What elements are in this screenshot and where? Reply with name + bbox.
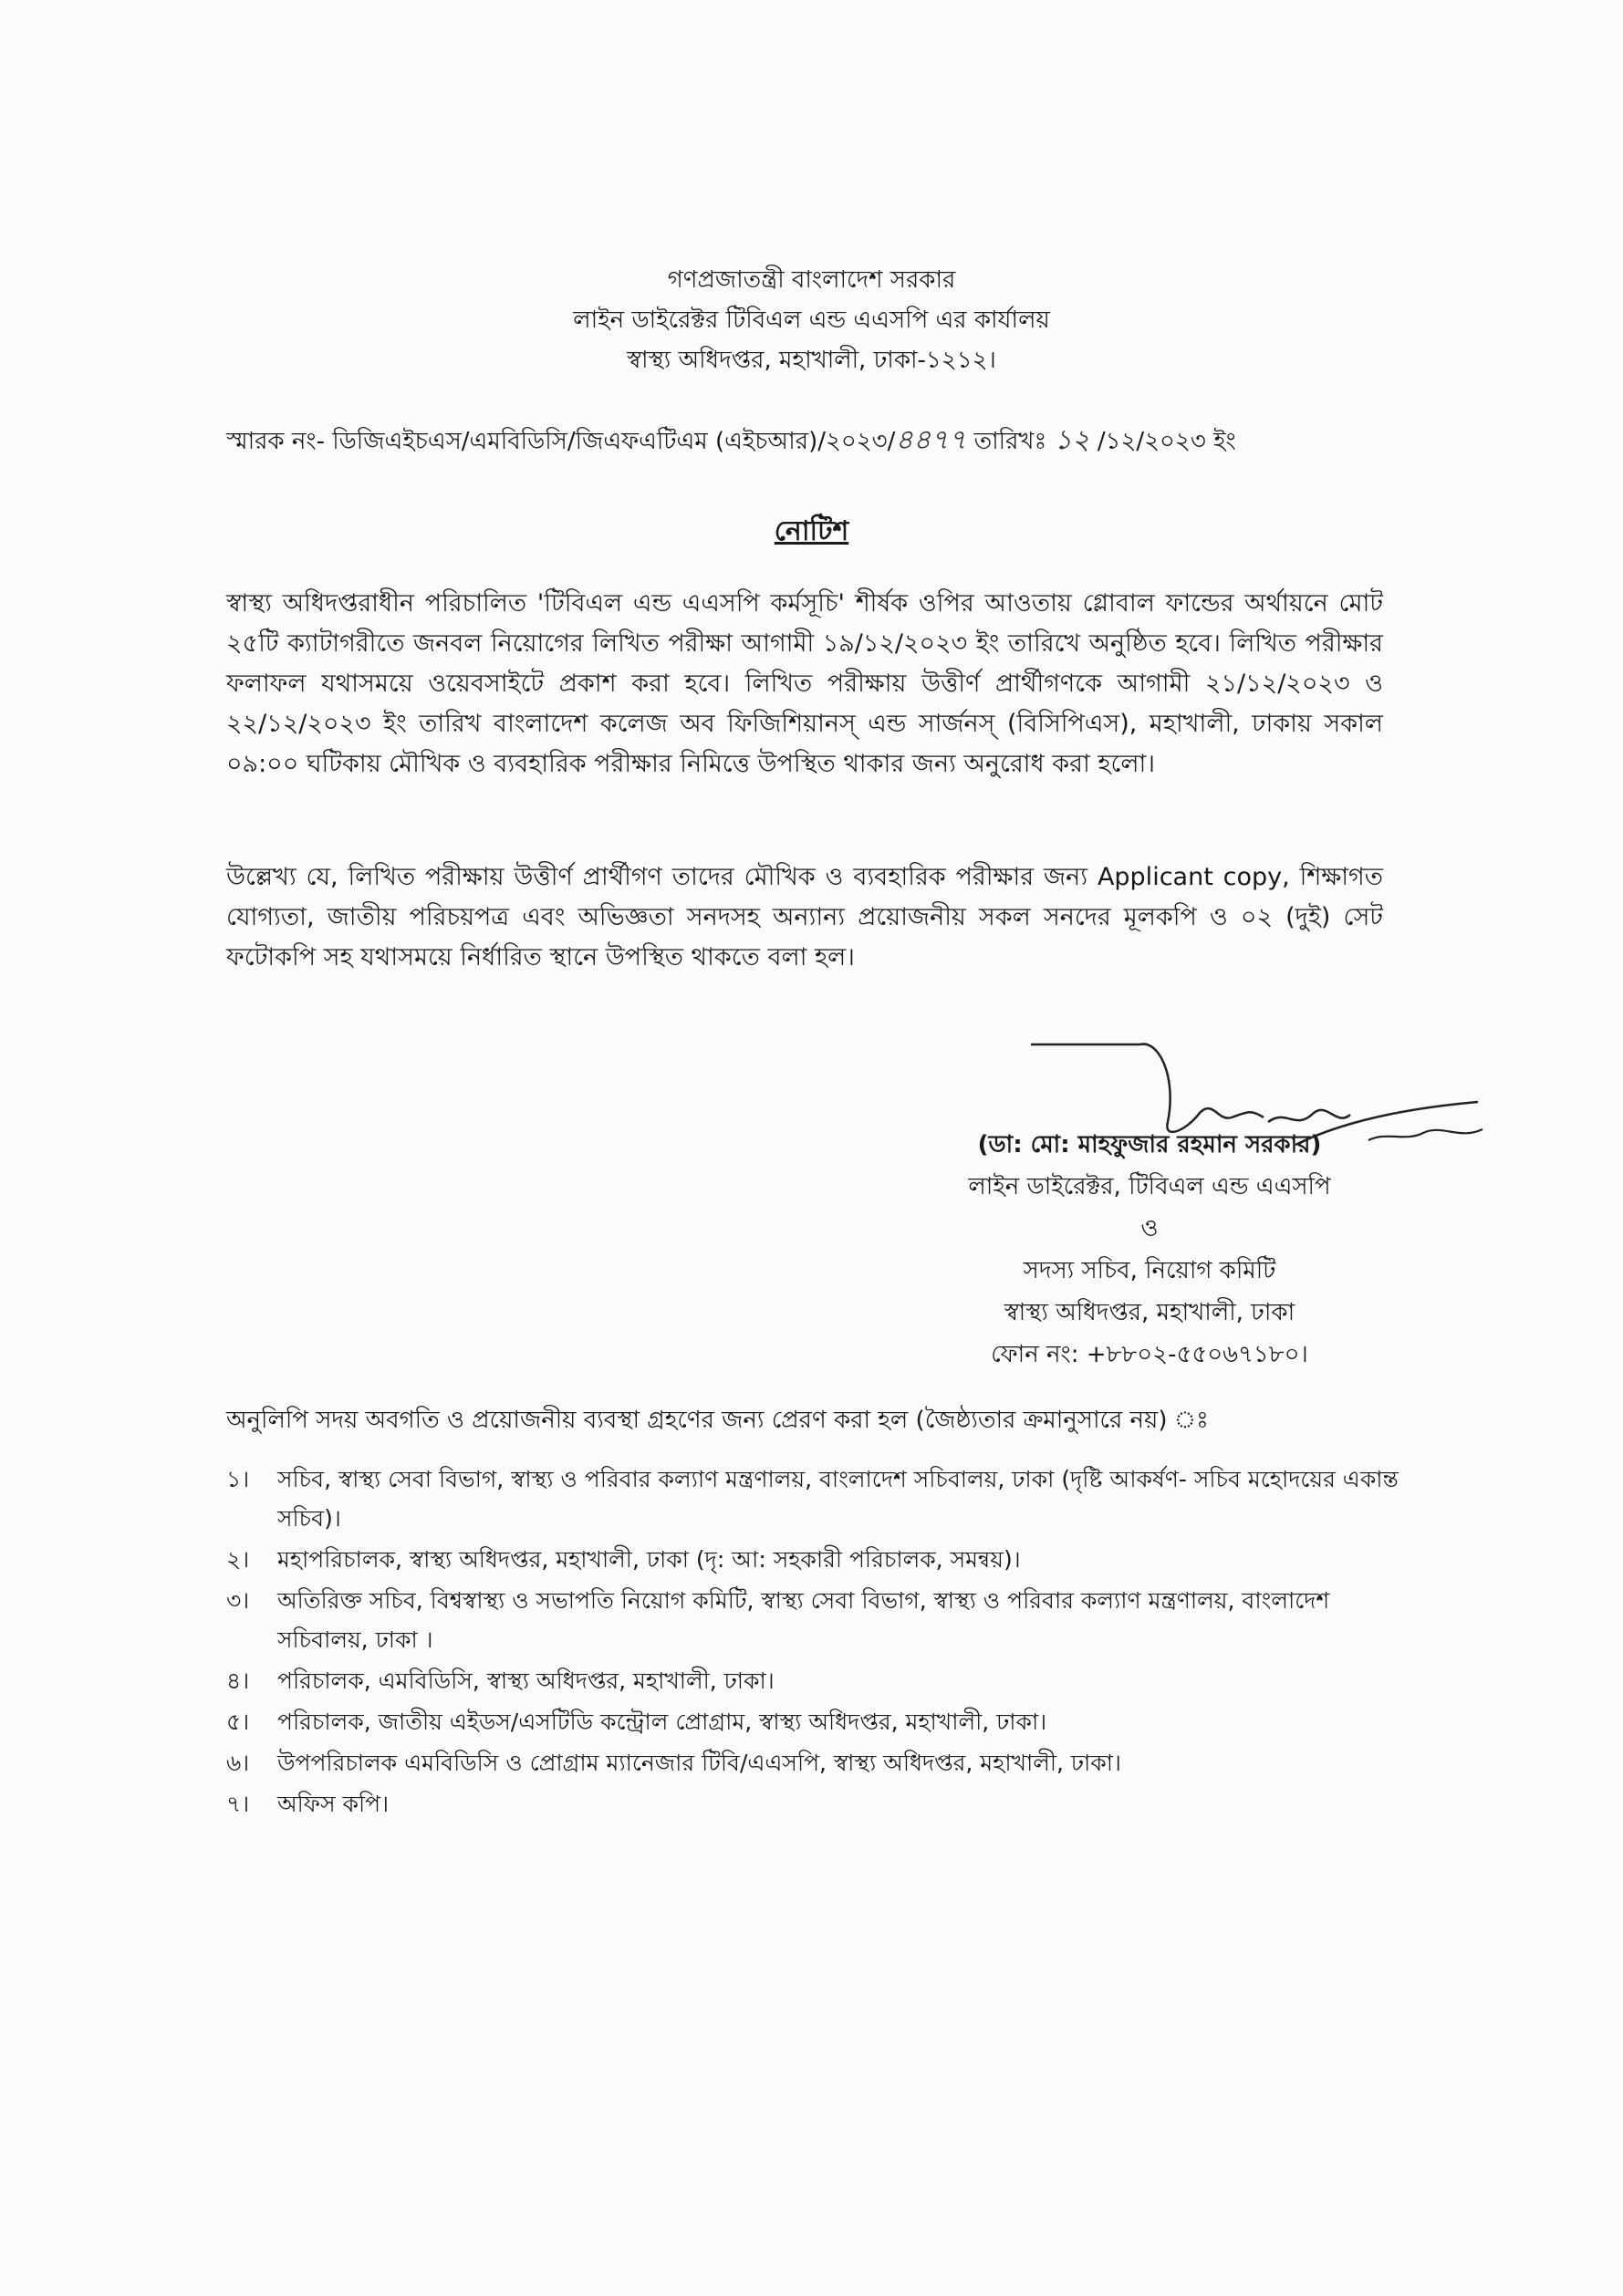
list-item	[226, 1661, 1412, 1700]
list-item-text: অফিস কপি।	[277, 1791, 390, 1817]
list-item	[226, 1702, 1412, 1741]
signatory-office: স্বাস্থ্য অধিদপ্তর, মহাখালী, ঢাকা	[1004, 1299, 1295, 1326]
date-rest: /১২/২০২৩ ইং	[1097, 428, 1236, 455]
date-label: তারিখঃ	[973, 428, 1047, 455]
list-item	[226, 1460, 1412, 1538]
list-item-text: উপপরিচালক এমবিডিসি ও প্রোগ্রাম ম্যানেজার টিবি/এএসপি, স্বাস্থ্য অধিদপ্তর, মহাখালী, ঢাকা।	[277, 1750, 1121, 1776]
list-item-number: ৬।	[226, 1750, 250, 1776]
memo-number: ৪৪৭৭	[895, 424, 967, 456]
signatory-phone: ফোন নং: +৮৮০২-৫৫০৬৭১৮০।	[991, 1341, 1308, 1368]
letterhead-office: লাইন ডাইরেক্টর টিবিএল এন্ড এএসপি এর কার্যালয়	[573, 306, 1050, 334]
copies-list	[226, 1460, 1412, 1825]
date-day: ১২	[1054, 424, 1090, 456]
signatory-name: (ডা: মো: মাহফুজার রহমান সরকার)	[977, 1131, 1322, 1158]
list-item-number: ৪।	[226, 1667, 250, 1694]
list-item	[226, 1540, 1412, 1579]
notice-title: নোটিশ	[774, 515, 849, 547]
memo-prefix: স্মারক নং- ডিজিএইচএস/এমবিডিসি/জিএফএটিএম (এইচআর)/২০২৩/	[226, 428, 896, 455]
list-item	[226, 1581, 1412, 1659]
signatory-title: লাইন ডাইরেক্টর, টিবিএল এন্ড এএসপি	[968, 1173, 1331, 1200]
list-item-text: মহাপরিচালক, স্বাস্থ্য অধিদপ্তর, মহাখালী, ঢাকা (দৃ: আ: সহকারী পরিচালক, সমন্বয়)।	[277, 1546, 1021, 1573]
signature-block	[858, 1124, 1441, 1376]
signatory-committee-role: সদস্য সচিব, নিয়োগ কমিটি	[1023, 1257, 1276, 1284]
list-item-number: ৫।	[226, 1709, 250, 1735]
list-item	[226, 1743, 1412, 1782]
list-item-text: অতিরিক্ত সচিব, বিশ্বস্বাস্থ্য ও সভাপতি নিয়োগ কমিটি, স্বাস্থ্য সেবা বিভাগ, স্বাস্থ্য ও পরিবার কল্যাণ মন্ত্রণালয়, বাংলাদেশ সচিবালয়, ঢাকা ।	[277, 1587, 1330, 1653]
notice-paragraph-2: উল্লেখ্য যে, লিখিত পরীক্ষায় উত্তীর্ণ প্রার্থীগণ তাদের মৌখিক ও ব্যবহারিক পরীক্ষার জন্য Applicant copy, শিক্ষাগত যোগ্যতা, জাতীয় পরিচয়পত্র এবং অভিজ্ঞতা সনদসহ অন্যান্য প্রয়োজনীয় সকল সনদের মূলকপি ও ০২ (দুই) সেট ফটোকপি সহ যথাসময়ে নির্ধারিত স্থানে উপস্থিত থাকতে বলা হল।	[226, 863, 1383, 971]
letterhead	[0, 260, 1623, 380]
list-item-text: সচিব, স্বাস্থ্য সেবা বিভাগ, স্বাস্থ্য ও পরিবার কল্যাণ মন্ত্রণালয়, বাংলাদেশ সচিবালয়, ঢাকা (দৃষ্টি আকর্ষণ- সচিব মহোদয়ের একান্ত সচিব)।	[277, 1466, 1399, 1532]
list-item-number: ৩।	[226, 1587, 250, 1614]
list-item	[226, 1784, 1412, 1823]
list-item-number: ১।	[226, 1466, 250, 1492]
letterhead-address: স্বাস্থ্য অধিদপ্তর, মহাখালী, ঢাকা-১২১২।	[627, 347, 996, 374]
letterhead-government: গণপ্রজাতন্ত্রী বাংলাদেশ সরকার	[667, 266, 956, 294]
signatory-conjunction: ও	[1140, 1215, 1159, 1242]
notice-paragraph-1: স্বাস্থ্য অধিদপ্তরাধীন পরিচালিত 'টিবিএল এন্ড এএসপি কর্মসূচি' শীর্ষক ওপির আওতায় গ্লোবাল ফান্ডের অর্থায়নে মোট ২৫টি ক্যাটাগরীতে জনবল নিয়োগের লিখিত পরীক্ষা আগামী ১৯/১২/২০২৩ ইং তারিখে অনুষ্ঠিত হবে। লিখিত পরীক্ষার ফলাফল যথাসময়ে ওয়েবসাইটে প্রকাশ করা হবে। লিখিত পরীক্ষায় উত্তীর্ণ প্রার্থীগণকে আগামী ২১/১২/২০২৩ ও ২২/১২/২০২৩ ইং তারিখ বাংলাদেশ কলেজ অব ফিজিশিয়ানস্‌ এন্ড সার্জনস্‌ (বিসিপিএস), মহাখালী, ঢাকায় সকাল ০৯:০০ ঘটিকায় মৌখিক ও ব্যবহারিক পরীক্ষার নিমিত্তে উপস্থিত থাকার জন্য অনুরোধ করা হলো।	[226, 589, 1383, 778]
list-item-number: ২।	[226, 1546, 250, 1573]
list-item-text: পরিচালক, জাতীয় এইডস/এসটিডি কন্ট্রোল প্রোগ্রাম, স্বাস্থ্য অধিদপ্তর, মহাখালী, ঢাকা।	[277, 1709, 1047, 1735]
memo-reference-line	[226, 418, 1440, 464]
list-item-number: ৭।	[226, 1791, 250, 1817]
copies-heading: অনুলিপি সদয় অবগতি ও প্রয়োজনীয় ব্যবস্থা গ্রহণের জন্য প্রেরণ করা হল (জৈষ্ঠ্যতার ক্রমানুসারে নয়) ঃ	[226, 1407, 1209, 1434]
list-item-text: পরিচালক, এমবিডিসি, স্বাস্থ্য অধিদপ্তর, মহাখালী, ঢাকা।	[277, 1667, 775, 1694]
